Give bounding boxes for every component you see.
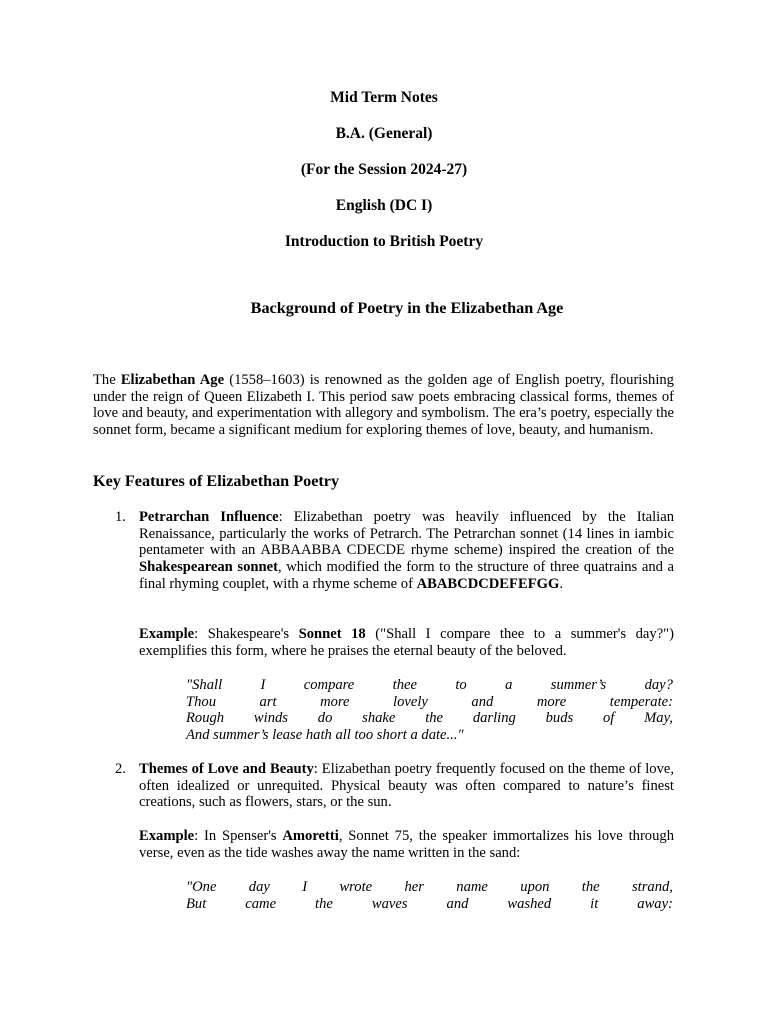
poem-word: the <box>315 895 333 912</box>
poem-word: I <box>302 879 308 895</box>
poem-line <box>186 710 673 727</box>
poem-word: washed <box>507 895 552 912</box>
poem-word: waves <box>371 895 408 912</box>
list-item-text <box>139 509 674 593</box>
poem-word: it <box>590 895 599 912</box>
poem-word: away: <box>637 895 673 912</box>
example-paragraph <box>139 626 674 659</box>
item-text: . <box>559 575 563 592</box>
poem-word: May, <box>644 710 673 727</box>
poem-word: shake <box>362 710 396 727</box>
poem-word: thee <box>392 677 417 693</box>
item-text: , which modified the form to the structure of three quatrains and a final rhyming couplet, with a rhyme scheme of <box>139 559 674 592</box>
poem-word: darling <box>472 710 516 727</box>
poem-word: art <box>259 693 277 710</box>
example-label: Example <box>139 828 195 844</box>
rhyme-scheme: ABABCDCDEFEFGG <box>416 575 560 592</box>
example-text-rest: ("Shall I compare thee to a summer's day?") exemplifies this form, where he praises the eternal beauty of the beloved. <box>139 626 675 659</box>
poem-line: And summer’s lease hath all too short a date..." <box>186 727 464 744</box>
poem-word: wrote <box>339 879 373 895</box>
poem-word: buds <box>545 710 574 727</box>
example-bold-title: Amoretti <box>282 828 339 844</box>
list-number: 1. <box>115 509 126 525</box>
example-text-rest: , Sonnet 75, the speaker immortalizes his love through verse, even as the tide washes away the name written in the sand: <box>139 828 674 861</box>
example-text: : In Spenser's <box>194 828 283 844</box>
paper-title: Introduction to British Poetry <box>284 233 484 250</box>
doc-title: Mid Term Notes <box>330 89 438 106</box>
poem-word: Rough <box>186 710 225 727</box>
poem-word: and <box>446 895 469 912</box>
poem-word: I <box>260 677 266 693</box>
poem-word: "Shall <box>186 677 223 693</box>
poem-line <box>186 896 673 913</box>
poem-word: the <box>581 879 600 895</box>
item-text: : Elizabethan poetry was heavily influenced by the Italian Renaissance, particularly the works of Petrarch. The Petrarchan sonnet (14 lines in iambic pentameter with an ABBAABBA CDECDE rhyme scheme) inspired the creation of the <box>139 509 674 559</box>
example-label: Example <box>139 626 195 642</box>
item-text: : Elizabethan poetry frequently focused on the theme of love, often idealized or unrequited. Physical beauty was often compared to nature’s finest creations, such as flowers, stars, or the sun. <box>139 761 674 811</box>
poem-word: "One <box>186 879 217 895</box>
poem-word: her <box>404 879 424 895</box>
session-line: (For the Session 2024-27) <box>300 161 468 178</box>
course-name: B.A. (General) <box>335 125 433 142</box>
poem-word: day <box>248 879 270 895</box>
intro-text: The <box>93 372 121 388</box>
poem-word: lovely <box>393 693 428 710</box>
list-number: 2. <box>115 761 126 777</box>
poem-word: But <box>186 895 207 912</box>
section-title: Background of Poetry in the Elizabethan Age <box>250 299 564 317</box>
poem-word: and <box>471 693 494 710</box>
example-paragraph <box>139 828 674 861</box>
poem-word: to <box>455 677 467 693</box>
example-bold-title: Sonnet 18 <box>298 626 366 642</box>
poem-word: came <box>245 895 277 912</box>
poem-line <box>186 677 673 694</box>
poem-word: Thou <box>186 693 217 710</box>
poem-word: compare <box>303 677 355 693</box>
example-text: : Shakespeare's <box>194 626 299 642</box>
poem-line <box>186 879 673 896</box>
poem-word: more <box>536 693 567 710</box>
item-bold-term: Shakespearean sonnet <box>139 559 278 576</box>
poem-word: strand, <box>631 879 673 895</box>
poem-word: summer’s <box>550 677 607 693</box>
poem-word: upon <box>520 879 550 895</box>
poem-word: name <box>456 879 488 895</box>
subject-line: English (DC I) <box>335 197 433 214</box>
intro-paragraph <box>93 372 674 439</box>
item-title: Petrarchan Influence <box>139 509 279 525</box>
poem-word: winds <box>253 710 288 727</box>
poem-word: a <box>505 677 513 693</box>
poem-word: day? <box>644 677 673 693</box>
poem-word: of <box>602 710 615 727</box>
poem-word: do <box>317 710 333 727</box>
poem-word: more <box>320 693 350 710</box>
poem-line <box>186 694 673 711</box>
poem-word: temperate: <box>609 693 673 710</box>
intro-text-rest: (1558–1603) is renowned as the golden age of English poetry, flourishing under the reign of Queen Elizabeth I. This period saw poets embracing classical forms, themes of love and beauty, and experimentation with allegory and symbolism. The era’s poetry, especially the sonnet form, became a significant medium for exploring themes of love, beauty, and humanism. <box>93 372 674 439</box>
poem-quote <box>186 677 673 744</box>
poem-word: the <box>425 710 444 727</box>
key-features-heading: Key Features of Elizabethan Poetry <box>93 472 340 490</box>
item-title: Themes of Love and Beauty <box>139 761 314 777</box>
intro-bold-term: Elizabethan Age <box>120 372 225 388</box>
poem-quote <box>186 879 673 912</box>
list-item-text <box>139 761 674 811</box>
